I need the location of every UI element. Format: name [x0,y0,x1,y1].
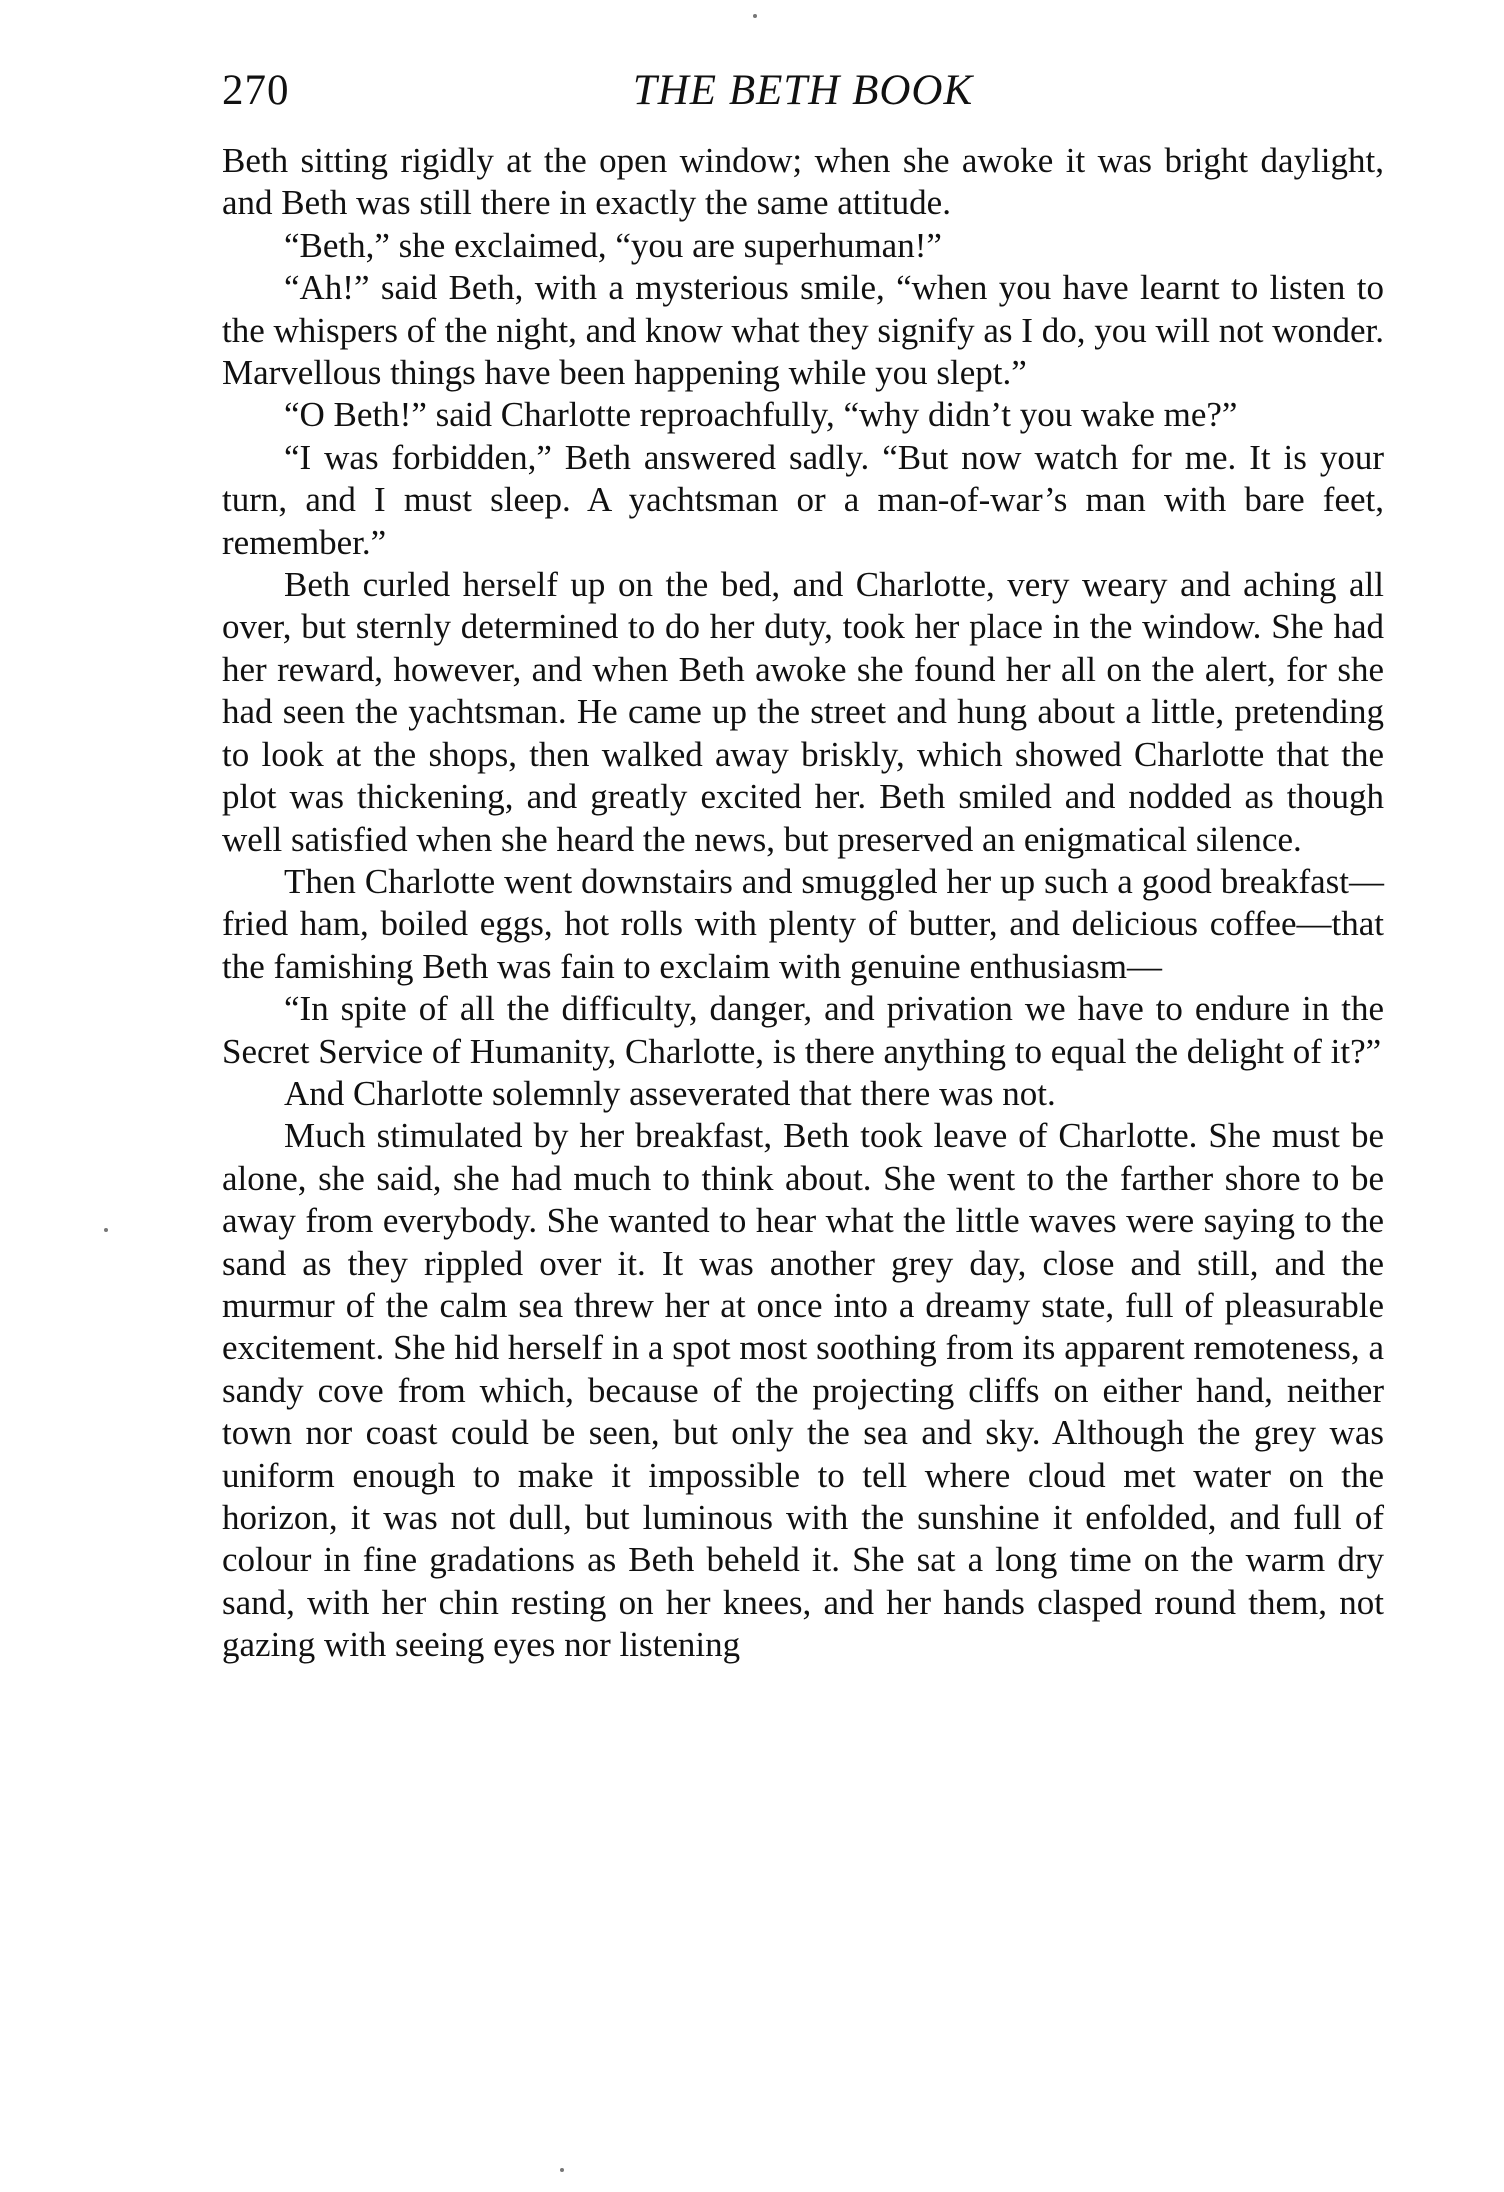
paragraph: “I was forbidden,” Beth answered sadly. “But now watch for me. It is your turn, and I must sleep. A yachtsman or a man-of-war’s man with bare feet, remember.” [222,437,1384,562]
paragraph: And Charlotte solemnly asseverated that there was not. [284,1073,1056,1113]
paragraph: “O Beth!” said Charlotte reproachfully, “why didn’t you wake me?” [284,395,1238,435]
book-title: THE BETH BOOK [632,67,974,114]
running-head [222,66,1384,122]
paragraph: Beth curled herself up on the bed, and Charlotte, very weary and aching all over, but sternly determined to do her duty, took her place in the window. She had her reward, however, and when Beth awoke she found her all on the alert, for she had seen the yachtsman. He came up the street and hung about a little, pretending to look at the shops, then walked away briskly, which showed Charlotte that the plot was thickening, and greatly excited her. Beth smiled and nodded as though well satisfied when she heard the news, but preserved an enigmatical silence. [222,565,1384,859]
paragraph: “Beth,” she exclaimed, “you are superhuman!” [284,225,942,265]
paragraph-continuation: Beth sitting rigidly at the open window; when she awoke it was bright daylight, and Beth was still there in exactly the same attitude. [222,141,1384,223]
body-text [222,140,1384,1667]
page-number: 270 [222,67,290,114]
paragraph: “Ah!” said Beth, with a mysterious smile, “when you have learnt to listen to the whispers of the night, and know what they signify as I do, you will not wonder. Marvellous things have been happening while you slept.” [222,268,1384,393]
print-speck-top [753,14,757,18]
print-speck-bottom [560,2168,564,2172]
paragraph: “In spite of all the difficulty, danger, and privation we have to endure in the Secret Service of Humanity, Charlotte, is there anything to equal the delight of it?” [222,989,1384,1071]
print-speck-left [104,1228,108,1232]
paragraph: Much stimulated by her breakfast, Beth took leave of Charlotte. She must be alone, she said, she had much to think about. She went to the farther shore to be away from everybody. She wanted to hear what the little waves were saying to the sand as they rippled over it. It was another grey day, close and still, and the murmur of the calm sea threw her at once into a dreamy state, full of pleasurable excitement. She hid herself in a spot most soothing from its apparent remoteness, a sandy cove from which, because of the projecting cliffs on either hand, neither town nor coast could be seen, but only the sea and sky. Although the grey was uniform enough to make it impossible to tell where cloud met water on the horizon, it was not dull, but luminous with the sunshine it enfolded, and full of colour in fine gradations as Beth beheld it. She sat a long time on the warm dry sand, with her chin resting on her knees, and her hands clasped round them, not gazing with seeing eyes nor listening [222,1116,1384,1665]
paragraph: Then Charlotte went downstairs and smuggled her up such a good breakfast—fried ham, boiled eggs, hot rolls with plenty of butter, and delicious coffee—that the famishing Beth was fain to exclaim with genuine enthusiasm— [222,861,1384,986]
